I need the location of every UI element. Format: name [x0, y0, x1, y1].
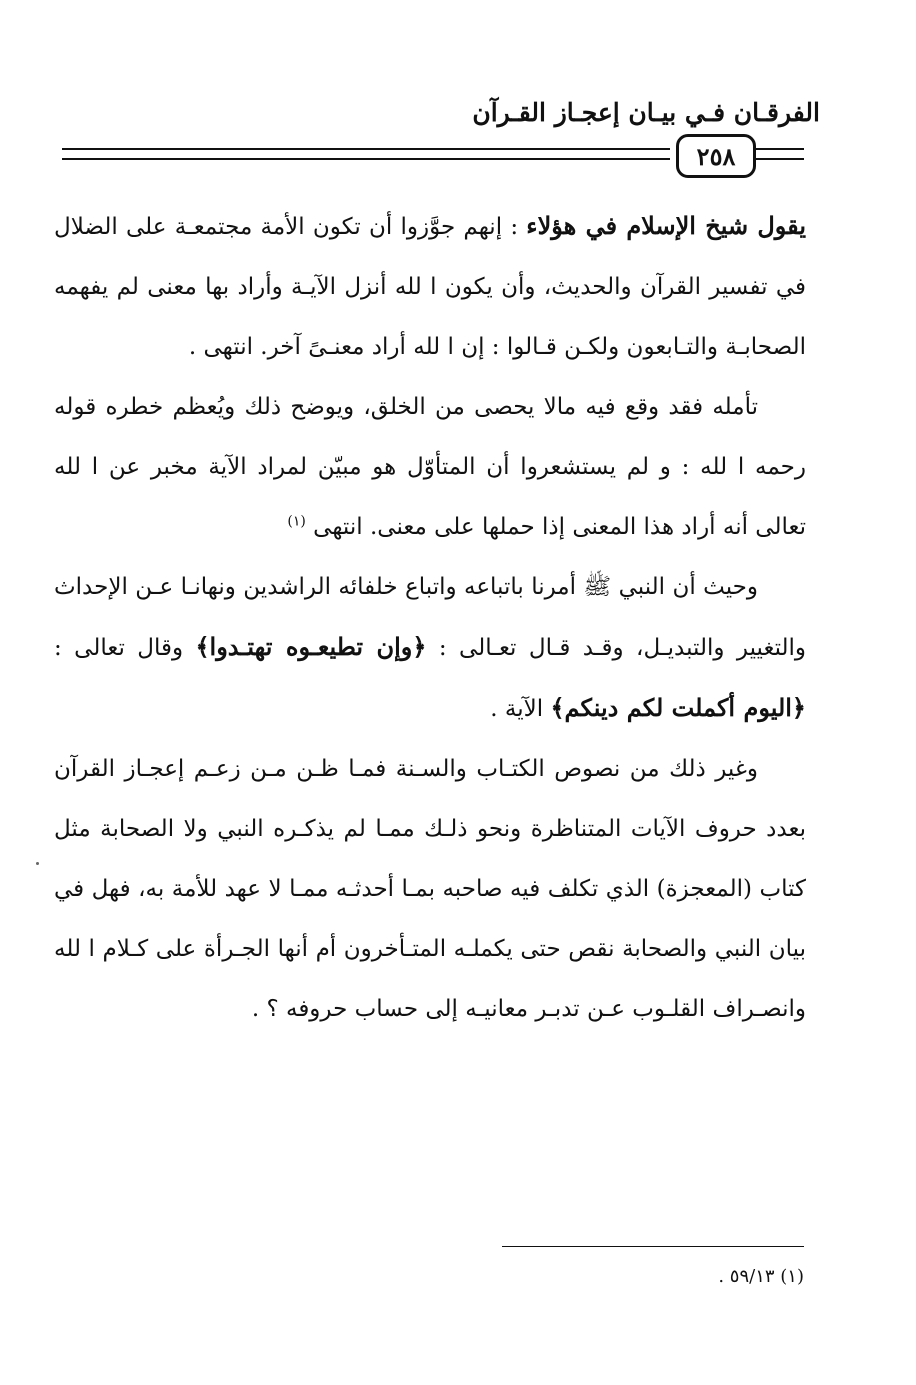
- paragraph-1: [54, 196, 806, 377]
- paragraph-3: [54, 557, 806, 739]
- running-header-title: الفرقـان فـي بيـان إعجـاز القـرآن: [472, 98, 820, 127]
- header-rule-top: [62, 148, 670, 150]
- paragraph-2: [54, 377, 806, 557]
- paragraph-4-text: وغير ذلك من نصوص الكتـاب والسـنة فمـا ظـن مـن زعـم إعجـاز القرآن بعدد حروف الآيات المتناظرة ونحو ذلـك ممـا لم يذكـره النبي ولا الصحابة مثل كتاب (المعجزة) الذي تكلف فيه صاحبه بمـا أحدثـه ممـا لا عهد للأمة به، فهل في بيان النبي والصحابة نقص حتى يكملـه المتـأخرون أم أنها الجـرأة على كـلام ا لله وانصـراف القلـوب عـن تدبـر معانيـه إلى حساب حروفه ؟ .: [54, 756, 806, 1022]
- paragraph-4: [54, 739, 806, 1039]
- header-rule-bottom: [62, 158, 670, 160]
- header-rule-right-bottom: [756, 158, 804, 160]
- paragraph-2-text: تأمله فقد وقع فيه مالا يحصى من الخلق، ويوضح ذلك ويُعظم خطره قوله رحمه ا لله : و لم يستشعروا أن المتأوّل هو مبيّن لمراد الآية مخبر عن ا لله تعالى أنه أراد هذا المعنى إذا حملها على معنى. انتهى: [54, 394, 806, 540]
- footnote: (١) ٥٩/١٣ .: [718, 1266, 804, 1287]
- quran-verse-1: ﴿وإن تطيعـوه تهتـدوا﴾: [195, 632, 427, 661]
- paragraph-3-text-before: وحيث أن النبي ﷺ أمرنا باتباعه واتباع خلفائه الراشدين ونهانـا عـن الإحداث والتغيير والتبديـل، وقـد قـال تعـالى :: [54, 574, 807, 661]
- quran-verse-2: ﴿اليوم أكملت لكم دينكم﴾: [550, 693, 806, 722]
- page-number: ٢٥٨: [676, 134, 756, 178]
- paragraph-1-lead: يقول شيخ الإسلام في هؤلاء: [526, 211, 806, 240]
- paragraph-1-text: : إنهم جوَّزوا أن تكون الأمة مجتمعـة على الضلال في تفسير القرآن والحديث، وأن يكون ا لله أنزل الآيـة وأراد بها معنى لم يفهمه الصحابـة والتـابعون ولكـن قـالوا : إن ا لله أراد معنـىً آخر. انتهى .: [54, 214, 806, 360]
- header-rule-right-top: [756, 148, 804, 150]
- body-text: [54, 196, 806, 1039]
- paragraph-3-text-after: الآية .: [490, 696, 551, 722]
- margin-speck: [36, 862, 39, 865]
- footnote-reference[interactable]: (١): [287, 513, 306, 530]
- footnote-separator: [502, 1246, 804, 1247]
- paragraph-3-text-middle: وقال تعالى :: [54, 635, 196, 661]
